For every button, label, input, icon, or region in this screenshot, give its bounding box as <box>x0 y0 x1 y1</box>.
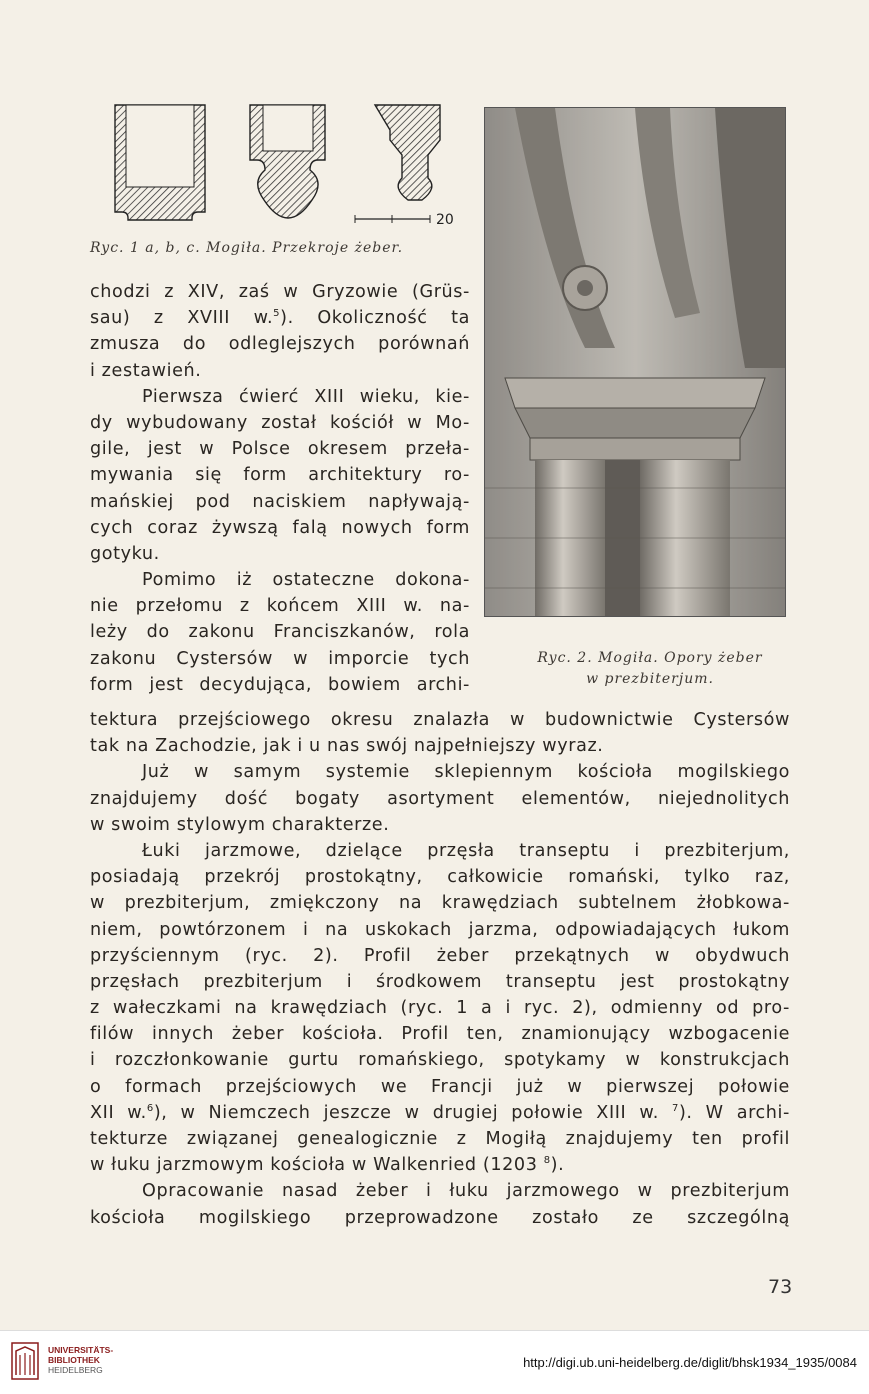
text-line: XII w.$^6$), w Niemczech jeszcze w drugiej połowie XIII w. $^7$). W archi- <box>90 1102 790 1123</box>
text-line: o formach przejściowych we Francji już w pierwszej połowie <box>90 1076 790 1097</box>
figure-2-caption-line-1: Ryc. 2. Mogiła. Opory żeber <box>537 650 763 666</box>
text-line: mywania się form architektury ro- <box>90 465 470 486</box>
text-line: Łuki jarzmowe, dzielące przęsła transeptu i prezbiterjum, <box>142 840 790 861</box>
text-line: Już w samym systemie sklepiennym kościoła mogilskiego <box>142 762 790 783</box>
text-line: zakonu Cystersów w imporcie tych <box>90 648 470 669</box>
text-line: form jest decydująca, bowiem archi- <box>90 674 470 695</box>
text-line: leży do zakonu Franciszkanów, rola <box>90 622 470 643</box>
university-library-logo <box>10 1341 40 1381</box>
source-url-link[interactable]: http://digi.ub.uni-heidelberg.de/diglit/bhsk1934_1935/0084 <box>523 1355 857 1370</box>
text-line: z wałeczkami na krawędziach (ryc. 1 a i ryc. 2), odmienny od pro- <box>90 998 790 1019</box>
text-line: w prezbiterjum, zmiękczony na krawędziach subtelnem żłobkowa- <box>90 893 790 914</box>
text-line: znajdujemy dość bogaty asortyment elementów, niejednolitych <box>90 788 790 809</box>
text-line: cych coraz żywszą falą nowych form <box>90 517 470 538</box>
text-line: gotyku. <box>90 543 160 564</box>
text-line: Pierwsza ćwierć XIII wieku, kie- <box>142 386 470 407</box>
rib-sections-drawing <box>100 100 470 235</box>
text-line: tektura przejściowego okresu znalazła w budownictwie Cystersów <box>90 710 790 730</box>
scale-label: 20 <box>436 212 454 228</box>
rib-section-c <box>375 105 440 200</box>
text-line: przęsłach prezbiterjum i środkowem transeptu jest prostokątny <box>90 971 790 992</box>
photograph-rib-supports <box>484 107 786 617</box>
footer-bar <box>0 1330 869 1394</box>
text-line: chodzi z XIV, zaś w Gryzowie (Grüs- <box>90 282 470 302</box>
text-line: dy wybudowany został kościół w Mo- <box>90 412 470 433</box>
text-line: sau) z XVIII w.$^5$). Okoliczność ta <box>90 308 470 329</box>
text-line: Opracowanie nasad żeber i łuku jarzmowego w prezbiterjum <box>142 1181 790 1202</box>
figure-1-caption: Ryc. 1 a, b, c. Mogiła. Przekroje żeber. <box>90 240 404 256</box>
text-column <box>90 279 470 698</box>
text-line: gile, jest w Polsce okresem przeła- <box>90 439 470 460</box>
text-line: przyściennym (ryc. 2). Profil żeber przekątnych w obydwuch <box>90 945 790 966</box>
text-line: niem, powtórzonem i na uskokach jarzma, odpowiadających łukom <box>90 919 790 940</box>
figure-2-caption <box>500 648 800 690</box>
text-body <box>90 707 790 1231</box>
page-number: 73 <box>768 1276 793 1298</box>
text-line: nie przełomu z końcem XIII w. na- <box>90 596 470 617</box>
text-line: Pomimo iż ostateczne dokona- <box>142 570 470 591</box>
text-line: w łuku jarzmowym kościoła w Walkenried (1203 $^8$). <box>90 1155 565 1176</box>
library-name: UNIVERSITÄTS- BIBLIOTHEK HEIDELBERG <box>48 1345 114 1375</box>
text-line: zmusza do odleglejszych porównań <box>90 334 470 355</box>
text-line: w swoim stylowym charakterze. <box>90 814 390 835</box>
text-line: tekturze związanej genealogicznie z Mogiłą znajdujemy ten profil <box>90 1129 790 1149</box>
text-line: i rozczłonkowanie gurtu romańskiego, spotykamy w konstrukcjach <box>90 1050 790 1071</box>
figure-2-caption-line-2: w prezbiterjum. <box>586 671 714 687</box>
text-line: i zestawień. <box>90 360 202 381</box>
text-line: posiadają przekrój prostokątny, całkowicie romański, tylko raz, <box>90 867 790 888</box>
text-line: mańskiej pod naciskiem napływają- <box>90 491 470 512</box>
text-line: kościoła mogilskiego przeprowadzone zostało ze szczególną <box>90 1207 790 1228</box>
text-line: filów innych żeber kościoła. Profil ten, znamionujący wzbogacenie <box>90 1024 790 1045</box>
text-line: tak na Zachodzie, jak i u nas swój najpełniejszy wyraz. <box>90 736 604 757</box>
